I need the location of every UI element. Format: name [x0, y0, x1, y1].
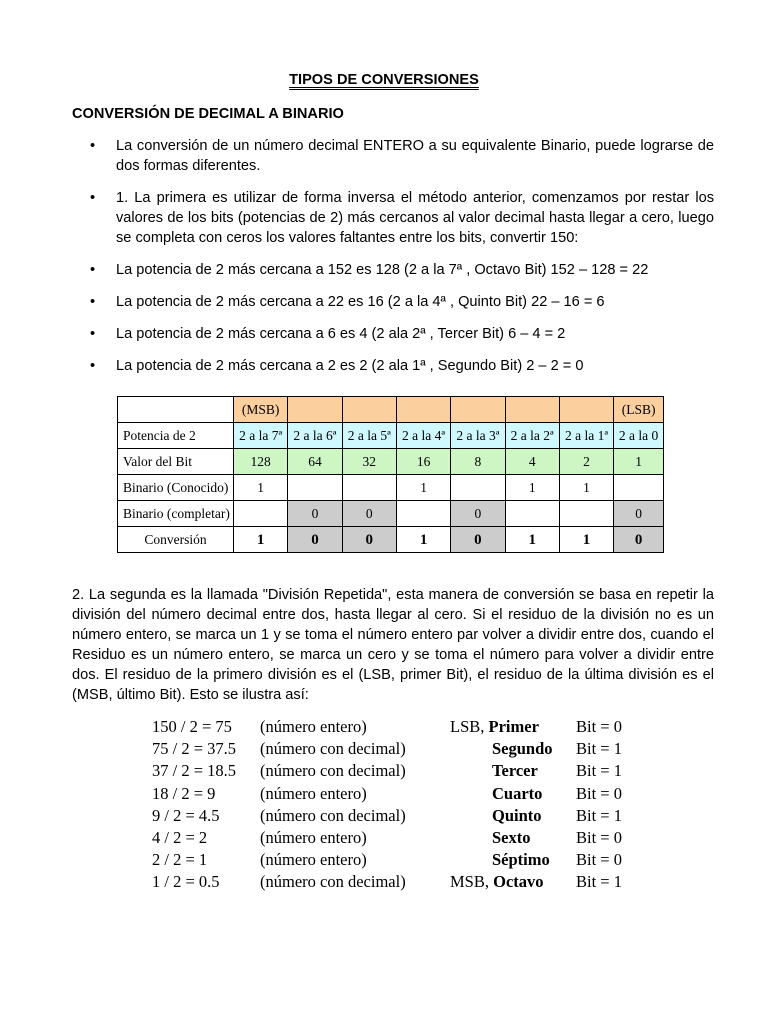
- table-cell: 0: [451, 527, 505, 553]
- division-bit: Bit = 0: [576, 827, 622, 847]
- division-bit-name: Tercer: [492, 761, 538, 781]
- table-row-power: [118, 423, 664, 449]
- division-equation: 18 / 2 = 9: [152, 783, 216, 803]
- row-label: Valor del Bit: [118, 449, 234, 475]
- table-cell: 8: [451, 449, 505, 475]
- division-bit: Bit = 0: [576, 783, 622, 803]
- bullet-icon: •: [90, 294, 96, 310]
- division-equation: 2 / 2 = 1: [152, 850, 208, 870]
- division-equation: 9 / 2 = 4.5: [152, 805, 220, 825]
- division-note: (número entero): [260, 783, 367, 803]
- bullet-item: [90, 292, 714, 312]
- table-cell: 1: [234, 527, 288, 553]
- table-cell: 0: [451, 501, 505, 527]
- division-position: [450, 716, 539, 738]
- table-cell-empty: [118, 397, 234, 423]
- table-cell: 2 a la 4ª: [396, 423, 450, 449]
- table-row-known: [118, 475, 664, 501]
- bullet-item: [90, 260, 714, 280]
- division-row: [152, 805, 632, 827]
- bullet-text: La potencia de 2 más cercana a 2 es 2 (2 ala 1ª , Segundo Bit) 2 – 2 = 0: [116, 358, 584, 374]
- table-cell-msb: (MSB): [234, 397, 288, 423]
- division-note: (número con decimal): [260, 872, 406, 892]
- table-cell: 2 a la 0: [614, 423, 664, 449]
- table-cell: 0: [342, 501, 396, 527]
- table-cell: [234, 501, 288, 527]
- bullet-icon: •: [90, 358, 96, 374]
- division-bit-name: Séptimo: [492, 850, 550, 870]
- table-cell: 1: [505, 527, 559, 553]
- division-equation: 37 / 2 = 18.5: [152, 761, 237, 781]
- division-prefix: LSB,: [450, 717, 489, 736]
- division-position: [492, 783, 542, 805]
- table-cell: 1: [559, 527, 613, 553]
- table-cell: 32: [342, 449, 396, 475]
- bullet-icon: •: [90, 326, 96, 342]
- division-equation: 1 / 2 = 0.5: [152, 872, 220, 892]
- division-bit: Bit = 1: [576, 872, 622, 892]
- table-cell: [288, 475, 342, 501]
- table-row-conversion: [118, 527, 664, 553]
- division-row: [152, 849, 632, 871]
- bullet-text: La potencia de 2 más cercana a 22 es 16 (2 a la 4ª , Quinto Bit) 22 – 16 = 6: [116, 294, 605, 310]
- table-cell: 1: [396, 475, 450, 501]
- division-row: [152, 760, 632, 782]
- table-cell: 2 a la 1ª: [559, 423, 613, 449]
- division-position: [450, 871, 544, 893]
- bullet-icon: •: [90, 190, 96, 206]
- table-cell: 0: [288, 501, 342, 527]
- table-cell: 128: [234, 449, 288, 475]
- row-label: Binario (completar): [118, 501, 234, 527]
- bullet-item: [90, 356, 714, 376]
- table-row-markers: [118, 397, 664, 423]
- table-cell-marker: [288, 397, 342, 423]
- division-bit-name: Octavo: [493, 872, 544, 892]
- table-cell-marker: [342, 397, 396, 423]
- table-row-value: [118, 449, 664, 475]
- division-bit-name: Sexto: [492, 827, 531, 847]
- table-cell: [396, 501, 450, 527]
- division-row: [152, 827, 632, 849]
- bullet-item: [90, 188, 714, 248]
- table-cell: 2 a la 7ª: [234, 423, 288, 449]
- division-row: [152, 871, 632, 893]
- division-equation: 4 / 2 = 2: [152, 827, 208, 847]
- division-prefix: MSB,: [450, 872, 494, 892]
- division-position: [492, 805, 542, 827]
- division-position: [492, 849, 550, 871]
- table-cell: [505, 501, 559, 527]
- division-note: (número con decimal): [260, 761, 406, 781]
- table-cell: 0: [342, 527, 396, 553]
- bullet-item: [90, 136, 714, 176]
- division-bit-name: Cuarto: [492, 783, 543, 803]
- division-bit-name: Segundo: [492, 739, 553, 759]
- table-cell: 1: [505, 475, 559, 501]
- table-cell: 2 a la 2ª: [505, 423, 559, 449]
- section-heading: CONVERSIÓN DE DECIMAL A BINARIO: [72, 106, 344, 122]
- table-cell: 2 a la 5ª: [342, 423, 396, 449]
- division-note: (número entero): [260, 827, 367, 847]
- table-cell: 0: [288, 527, 342, 553]
- table-cell-marker: [396, 397, 450, 423]
- table-cell: 0: [614, 527, 664, 553]
- row-label: Conversión: [118, 527, 234, 553]
- division-note: (número con decimal): [260, 805, 406, 825]
- table-cell: 1: [559, 475, 613, 501]
- division-list: [152, 716, 632, 894]
- table-cell: 1: [396, 527, 450, 553]
- bullet-text: La conversión de un número decimal ENTERO a su equivalente Binario, puede lograrse de dos formas diferentes.: [116, 138, 714, 174]
- bullet-text: 1. La primera es utilizar de forma inversa el método anterior, comenzamos por restar los valores de los bits (potencias de 2) más cercanos al valor decimal hasta llegar a cero, luego se completa con ceros los valores faltantes entre los bits, convertir 150:: [116, 190, 714, 246]
- division-position: [492, 738, 553, 760]
- table-cell: 0: [614, 501, 664, 527]
- table-cell: 16: [396, 449, 450, 475]
- division-note: (número entero): [260, 850, 367, 870]
- bullet-item: [90, 324, 714, 344]
- page-title: TIPOS DE CONVERSIONES: [289, 72, 479, 88]
- table-cell: 64: [288, 449, 342, 475]
- table-cell-marker: [559, 397, 613, 423]
- bullet-list: [90, 136, 714, 388]
- division-position: [492, 760, 538, 782]
- table-cell: 2 a la 3ª: [451, 423, 505, 449]
- division-note: (número entero): [260, 717, 367, 736]
- table-cell-lsb: (LSB): [614, 397, 664, 423]
- table-cell: 1: [614, 449, 664, 475]
- division-bit: Bit = 0: [576, 850, 622, 870]
- table-cell: 4: [505, 449, 559, 475]
- division-bit: Bit = 1: [576, 805, 622, 825]
- bullet-icon: •: [90, 138, 96, 154]
- division-bit-name: Quinto: [492, 805, 542, 825]
- division-bit: Bit = 0: [576, 717, 622, 736]
- bullet-icon: •: [90, 262, 96, 278]
- division-row: [152, 738, 632, 760]
- division-bit: Bit = 1: [576, 739, 622, 759]
- paragraph-division: 2. La segunda es la llamada "División Repetida", esta manera de conversión se basa en repetir la división del número decimal entre dos, hasta llegar al cero. Si el residuo de la división no es un número entero, se marca un 1 y se toma el número entero par volver a dividir entre dos, cuando el Residuo es un número entero, se marca un cero y se toma el número para volver a dividir entre dos. El residuo de la primero división es el (LSB, primer Bit), el residuo de la última división es el (MSB, último Bit). Esto se ilustra así:: [72, 587, 714, 703]
- division-equation: 150 / 2 = 75: [152, 717, 232, 736]
- bullet-text: La potencia de 2 más cercana a 6 es 4 (2 ala 2ª , Tercer Bit) 6 – 4 = 2: [116, 326, 566, 342]
- table-cell-marker: [451, 397, 505, 423]
- table-cell: 2 a la 6ª: [288, 423, 342, 449]
- table-cell: [342, 475, 396, 501]
- division-row: [152, 716, 632, 738]
- division-bit: Bit = 1: [576, 761, 622, 781]
- table-cell: 2: [559, 449, 613, 475]
- row-label: Potencia de 2: [118, 423, 234, 449]
- division-row: [152, 783, 632, 805]
- division-bit-name: Primer: [488, 717, 539, 736]
- division-equation: 75 / 2 = 37.5: [152, 739, 237, 759]
- table-cell: 1: [234, 475, 288, 501]
- table-cell: [614, 475, 664, 501]
- table-cell: [451, 475, 505, 501]
- division-position: [492, 827, 531, 849]
- table-cell-marker: [505, 397, 559, 423]
- division-note: (número con decimal): [260, 739, 406, 759]
- conversion-table: [117, 396, 664, 553]
- bullet-text: La potencia de 2 más cercana a 152 es 128 (2 a la 7ª , Octavo Bit) 152 – 128 = 22: [116, 262, 649, 278]
- row-label: Binario (Conocido): [118, 475, 234, 501]
- table-cell: [559, 501, 613, 527]
- table-row-complete: [118, 501, 664, 527]
